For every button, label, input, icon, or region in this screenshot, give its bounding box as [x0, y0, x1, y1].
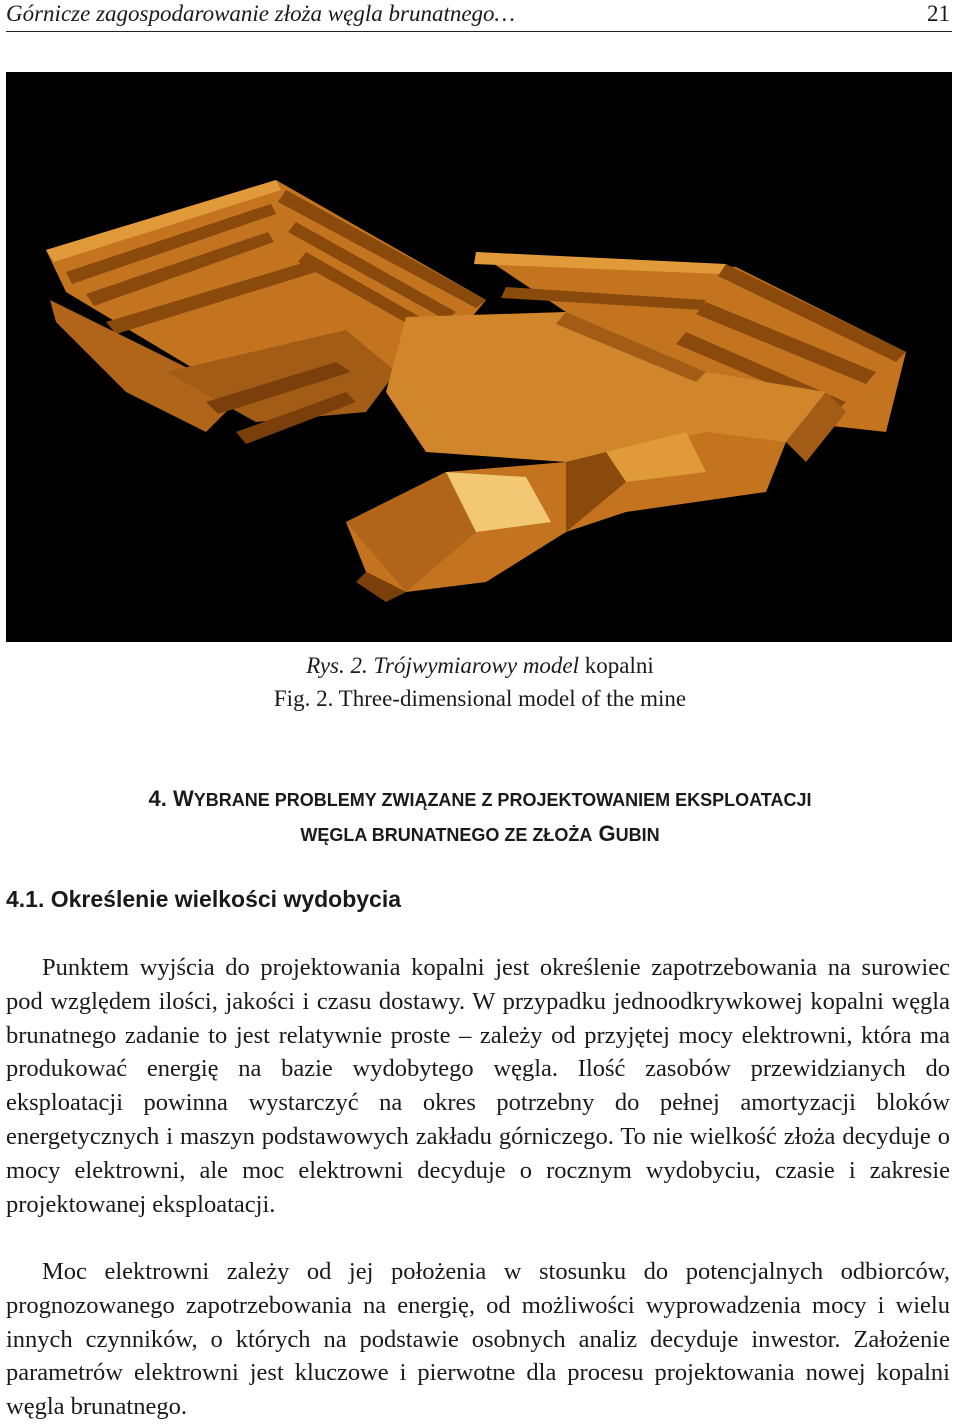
running-title: Górnicze zagospodarowanie złoża węgla brunatnego…	[6, 1, 515, 26]
figure-caption-pl-label: Rys. 2. Trójwymiarowy model	[306, 653, 580, 678]
mine-3d-model-figure	[6, 72, 952, 642]
section-heading-rest-1: YBRANE PROBLEMY ZWIĄZANE Z PROJEKTOWANIEM EKSPLOATACJI	[193, 790, 812, 810]
section-heading-line2	[0, 817, 960, 852]
subsection-title: 4.1. Określenie wielkości wydobycia	[6, 886, 402, 912]
section-heading-cap-2: G	[598, 821, 616, 846]
page-number: 21	[927, 1, 950, 26]
running-header	[6, 0, 952, 32]
section-heading-line1	[0, 782, 960, 817]
mine-3d-model-image	[6, 72, 952, 642]
section-heading-cap-1: W	[173, 786, 194, 811]
section-heading-rest-2b: UBIN	[615, 825, 660, 845]
figure-caption-pl-rest: kopalni	[579, 653, 654, 678]
figure-caption-en: Fig. 2. Three-dimensional model of the mine	[273, 686, 687, 711]
section-heading-rest-2a: WĘGLA BRUNATNEGO ZE ZŁOŻA	[300, 825, 593, 845]
section-number: 4.	[148, 786, 167, 811]
paragraph: Punktem wyjścia do projektowania kopalni jest określenie zapotrzebowania na surowiec pod względem ilości, jakości i czasu dostawy. W przypadku jednoodkrywkowej kopalni węgla brunatnego zadanie to jest relatywnie proste – zależy od przyjętej mocy elektrowni, która ma produkować energię na bazie wydobytego węgla. Ilość zasobów przewidzianych do eksploatacji powinna wystarczyć na okres potrzebny do pełnej amortyzacji bloków energetycznych i maszyn podstawowych zakładu górniczego. To nie wielkość złoża decyduje o mocy elektrowni, ale moc elektrowni decyduje o rocznym wydobyciu, czasie i zakresie projektowanej eksploatacji.	[6, 954, 950, 1218]
figure-caption-pl	[0, 651, 960, 681]
section-heading	[0, 782, 960, 852]
paragraph: Moc elektrowni zależy od jej położenia w stosunku do potencjalnych odbiorców, prognozowanego zapotrzebowania na energię, od możliwości wyprowadzenia mocy i wielu innych czynników, o których na podstawie osobnych analiz decyduje inwestor. Założenie parametrów elektrowni jest kluczowe i pierwotne dla procesu projektowania nowej kopalni węgla brunatnego.	[6, 1258, 950, 1421]
